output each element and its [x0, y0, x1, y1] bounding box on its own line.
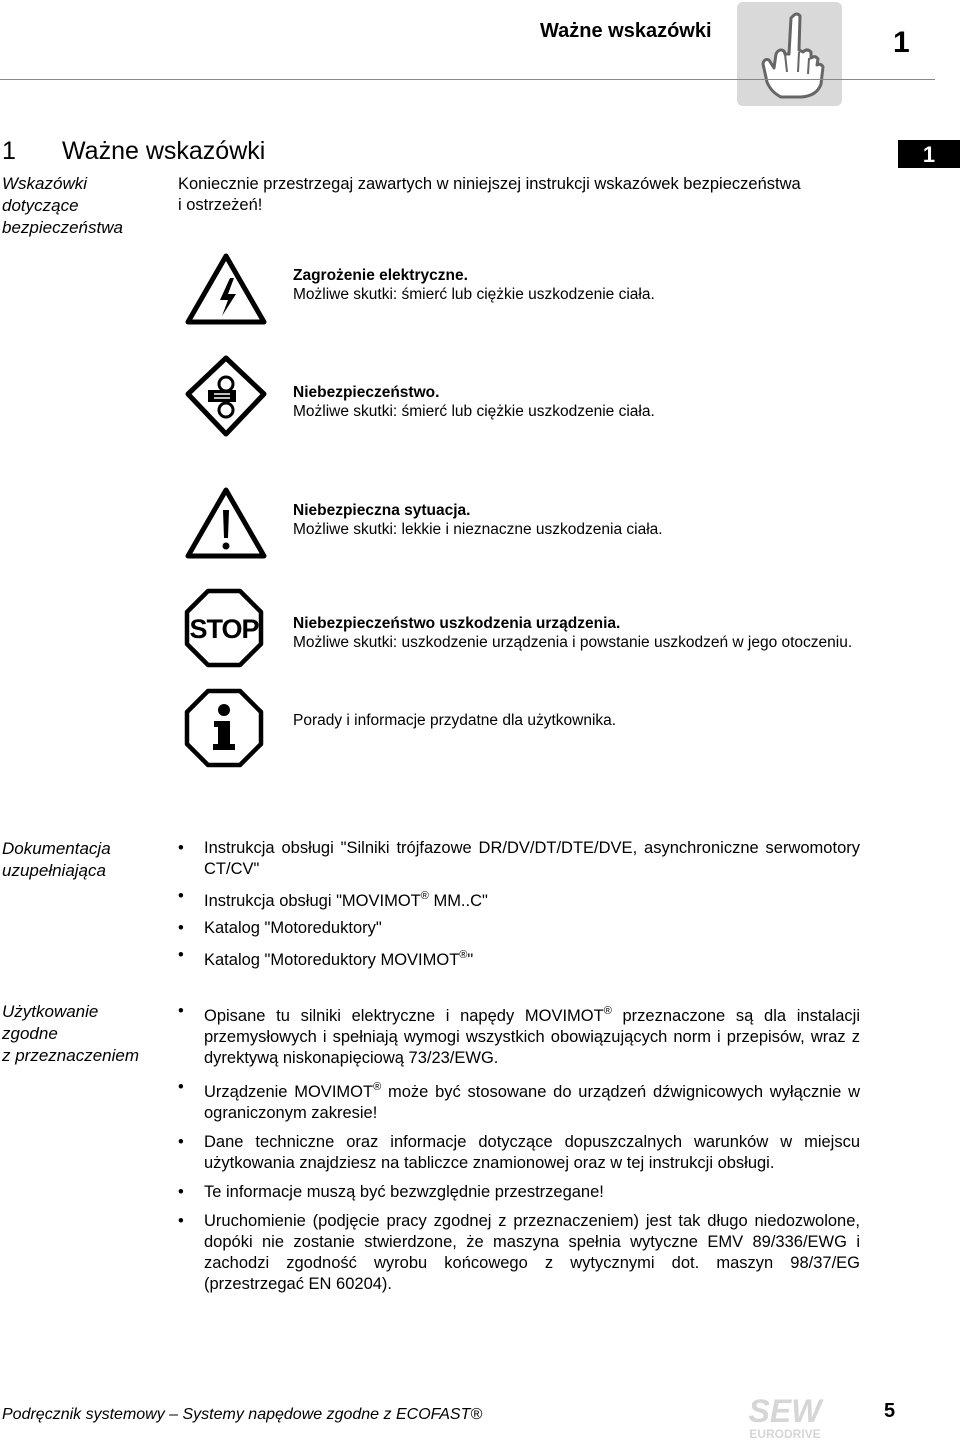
symbol-title: Niebezpieczna sytuacja. — [293, 502, 471, 519]
bullet: • — [178, 839, 184, 857]
list-item-text: Dane techniczne oraz informacje dotyczące dopuszczalnych warunków w miejscu użytkowania znajdziesz na tabliczce znamionowej oraz w tej instrukcji obsługi. — [204, 1133, 860, 1172]
list-item-text: przeznaczone są dla instalacji przemysłowych i spełniają wymogi wszystkich obowiązujących norm i przepisów, wraz z dyrektywą niskonapięciową 73/23/EWG. — [204, 1007, 860, 1067]
list-item-text: MM..C" — [428, 892, 488, 910]
svg-text:EURODRIVE: EURODRIVE — [749, 1427, 821, 1441]
symbol-title: Niebezpieczeństwo uszkodzenia urządzenia. — [293, 615, 621, 632]
bullet: • — [178, 1078, 184, 1096]
registered-mark: ® — [603, 1005, 612, 1017]
side-label-line: zgodne — [2, 1024, 58, 1043]
list-item — [178, 1211, 860, 1295]
list-item-text: Urządzenie MOVIMOT — [204, 1083, 374, 1101]
chapter-number: 1 — [2, 137, 16, 165]
list-item — [178, 918, 860, 939]
symbol-description: Możliwe skutki: śmierć lub ciężkie uszkodzenie ciała. — [293, 403, 655, 420]
machinery-hazard-icon — [184, 354, 268, 443]
safety-intro — [178, 174, 801, 216]
list-item-text: Instrukcja obsługi "MOVIMOT — [204, 892, 421, 910]
bullet: • — [178, 1002, 184, 1020]
stop-sign-icon — [184, 588, 264, 673]
list-item-text: Instrukcja obsługi "Silniki trójfazowe DR/DV/DT/DTE/DVE, asynchroniczne serwomotory CT/CV" — [204, 839, 860, 878]
intro-line: i ostrzeżeń! — [178, 196, 263, 214]
side-label-line: bezpieczeństwa — [2, 218, 123, 237]
registered-mark: ® — [459, 949, 468, 961]
side-label-line: dotyczące — [2, 196, 79, 215]
list-item — [178, 1077, 860, 1124]
symbol-description: Porady i informacje przydatne dla użytkownika. — [293, 712, 617, 729]
footer-text: Podręcznik systemowy – Systemy napędowe zgodne z ECOFAST® — [2, 1406, 483, 1423]
symbol-title: Niebezpieczeństwo. — [293, 384, 440, 401]
electric-hazard-icon — [184, 250, 268, 331]
list-item — [178, 1132, 860, 1174]
symbol-row-stop — [293, 614, 852, 652]
bullet: • — [178, 1133, 184, 1151]
bullet: • — [178, 919, 184, 937]
list-item-text: Opisane tu silniki elektryczne i napędy MOVIMOT — [204, 1007, 604, 1025]
side-label-line: uzupełniająca — [2, 861, 106, 880]
bullet: • — [178, 1212, 184, 1230]
list-item-text: Katalog "Motoreduktory" — [204, 919, 382, 937]
info-icon — [184, 688, 264, 773]
registered-mark: ® — [373, 1081, 382, 1093]
list-item-text: Uruchomienie (podjęcie pracy zgodnej z przeznaczeniem) jest tak długo niedozwolone, dopóki nie zostanie stwierdzone, że maszyna spełnia wytyczne EMV 89/336/EWG i zachodzi zgodność wyrobu końcowego z wytycznymi dot. maszyn 98/37/EG (przestrzegać EN 60204). — [204, 1212, 860, 1293]
list-item — [178, 1182, 860, 1203]
svg-text:SEW: SEW — [748, 1393, 822, 1429]
registered-mark: ® — [420, 890, 429, 902]
warning-exclamation-icon — [184, 484, 268, 565]
list-item — [178, 1001, 860, 1069]
list-item-text: Katalog "Motoreduktory MOVIMOT — [204, 951, 460, 969]
list-item — [178, 838, 860, 880]
symbol-description: Możliwe skutki: śmierć lub ciężkie uszkodzenie ciała. — [293, 286, 655, 303]
symbol-row-danger — [293, 383, 655, 421]
symbol-row-info — [293, 711, 616, 730]
side-label-safety — [2, 173, 123, 239]
header-divider — [0, 79, 935, 80]
bullet: • — [178, 1183, 184, 1201]
symbol-description: Możliwe skutki: uszkodzenie urządzenia i powstanie uszkodzeń w jego otoczeniu. — [293, 634, 853, 651]
intro-line: Koniecznie przestrzegaj zawartych w niniejszej instrukcji wskazówek bezpieczeństwa — [178, 175, 801, 193]
chapter-tab: 1 — [898, 140, 960, 168]
symbol-row-warning — [293, 501, 663, 539]
svg-text:STOP: STOP — [189, 614, 259, 644]
list-item — [178, 886, 860, 912]
symbol-title: Zagrożenie elektryczne. — [293, 267, 468, 284]
docs-list — [178, 838, 860, 971]
list-item-text: może być stosowane do urządzeń dźwignicowych wyłącznie w ograniczonym zakresie! — [204, 1083, 860, 1122]
list-item — [178, 945, 860, 971]
header-title: Ważne wskazówki — [540, 20, 712, 42]
side-label-line: Dokumentacja — [2, 839, 111, 858]
header-chapter-number: 1 — [893, 26, 910, 59]
side-label-docs — [2, 838, 111, 882]
page-number: 5 — [884, 1400, 896, 1422]
pointing-hand-icon — [737, 2, 842, 106]
side-label-line: Wskazówki — [2, 174, 88, 193]
usage-list — [178, 1001, 860, 1295]
sew-eurodrive-logo — [735, 1392, 835, 1442]
symbol-description: Możliwe skutki: lekkie i nieznaczne uszkodzenia ciała. — [293, 521, 663, 538]
chapter-title — [2, 137, 265, 166]
symbol-row-electric — [293, 266, 655, 304]
bullet: • — [178, 887, 184, 905]
side-label-line: Użytkowanie — [2, 1002, 99, 1021]
list-item-text: " — [467, 951, 474, 969]
side-label-line: z przeznaczeniem — [2, 1046, 140, 1065]
side-label-usage — [2, 1001, 139, 1067]
list-item-text: Te informacje muszą być bezwzględnie przestrzegane! — [204, 1183, 604, 1201]
bullet: • — [178, 946, 184, 964]
chapter-title-text: Ważne wskazówki — [62, 137, 266, 165]
